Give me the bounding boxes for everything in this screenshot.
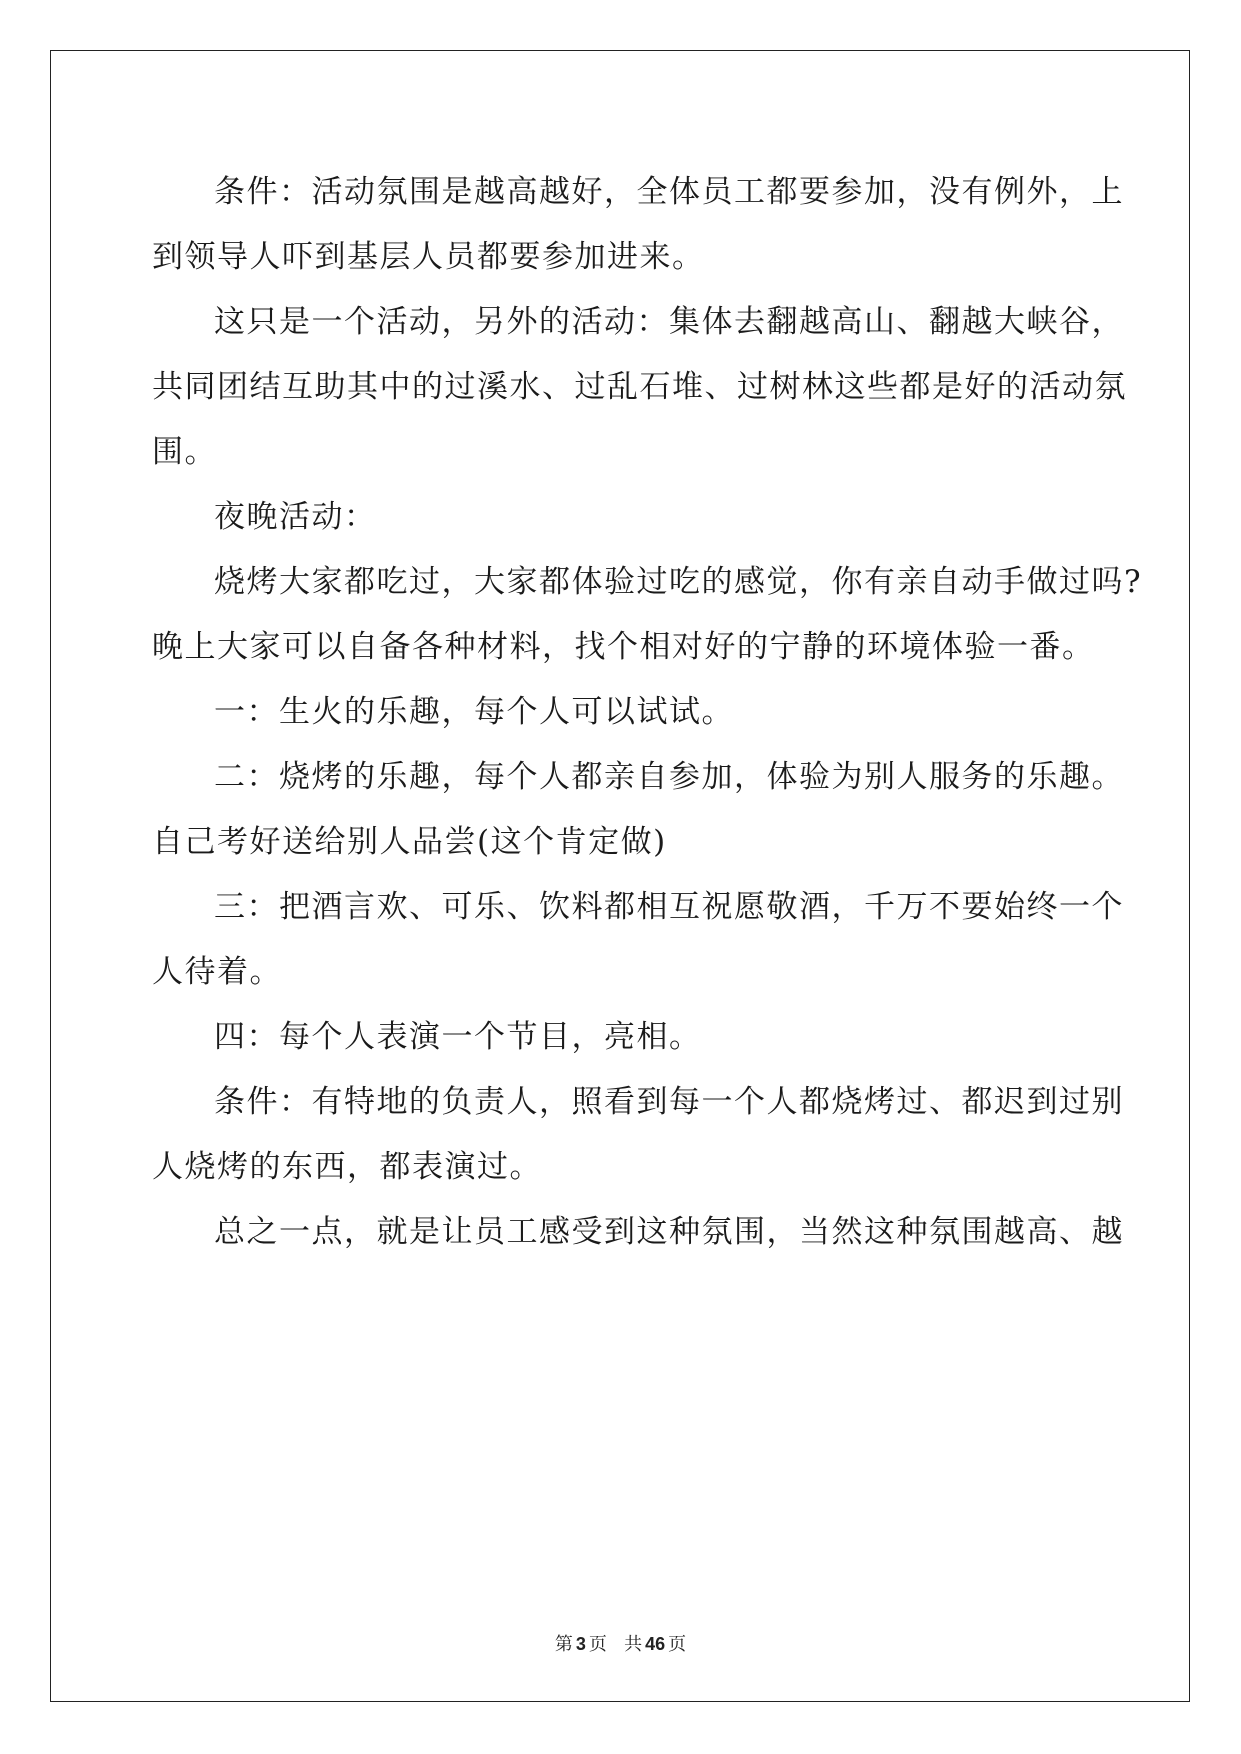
text-line-3: 这只是一个活动，另外的活动：集体去翻越高山、翻越大峡谷， [214, 304, 1124, 340]
text-line-15: 条件：有特地的负责人，照看到每一个人都烧烤过、都迟到过别 [214, 1084, 1124, 1120]
footer-prefix: 第 [554, 1634, 573, 1655]
document-body [152, 164, 1143, 1269]
total-page-count: 46 [645, 1634, 666, 1654]
text-line-14: 四：每个人表演一个节目，亮相。 [214, 1019, 702, 1055]
footer-page-suffix: 页 [588, 1634, 607, 1655]
footer-total-suffix: 页 [668, 1634, 687, 1655]
text-line-4: 共同团结互助其中的过溪水、过乱石堆、过树林这些都是好的活动氛 [152, 369, 1127, 405]
current-page-number: 3 [575, 1634, 586, 1654]
footer-total-prefix: 共 [624, 1634, 643, 1655]
text-line-10: 二：烧烤的乐趣，每个人都亲自参加，体验为别人服务的乐趣。 [214, 759, 1124, 795]
text-line-8: 晚上大家可以自备各种材料，找个相对好的宁静的环境体验一番。 [152, 629, 1095, 665]
text-line-16: 人烧烤的东西，都表演过。 [152, 1149, 542, 1185]
text-line-7: 烧烤大家都吃过，大家都体验过吃的感觉，你有亲自动手做过吗? [214, 564, 1143, 600]
page-footer [0, 1632, 1241, 1657]
text-line-5: 围。 [152, 434, 217, 470]
text-line-1: 条件：活动氛围是越高越好，全体员工都要参加，没有例外，上 [214, 174, 1124, 210]
text-line-9: 一：生火的乐趣，每个人可以试试。 [214, 694, 734, 730]
text-line-2: 到领导人吓到基层人员都要参加进来。 [152, 239, 705, 275]
text-line-6: 夜晚活动： [214, 499, 377, 535]
text-line-11: 自己考好送给别人品尝(这个肯定做) [152, 824, 667, 860]
text-line-13: 人待着。 [152, 954, 282, 990]
text-line-12: 三：把酒言欢、可乐、饮料都相互祝愿敬酒，千万不要始终一个 [214, 889, 1124, 925]
text-line-17: 总之一点，就是让员工感受到这种氛围，当然这种氛围越高、越 [214, 1214, 1124, 1250]
